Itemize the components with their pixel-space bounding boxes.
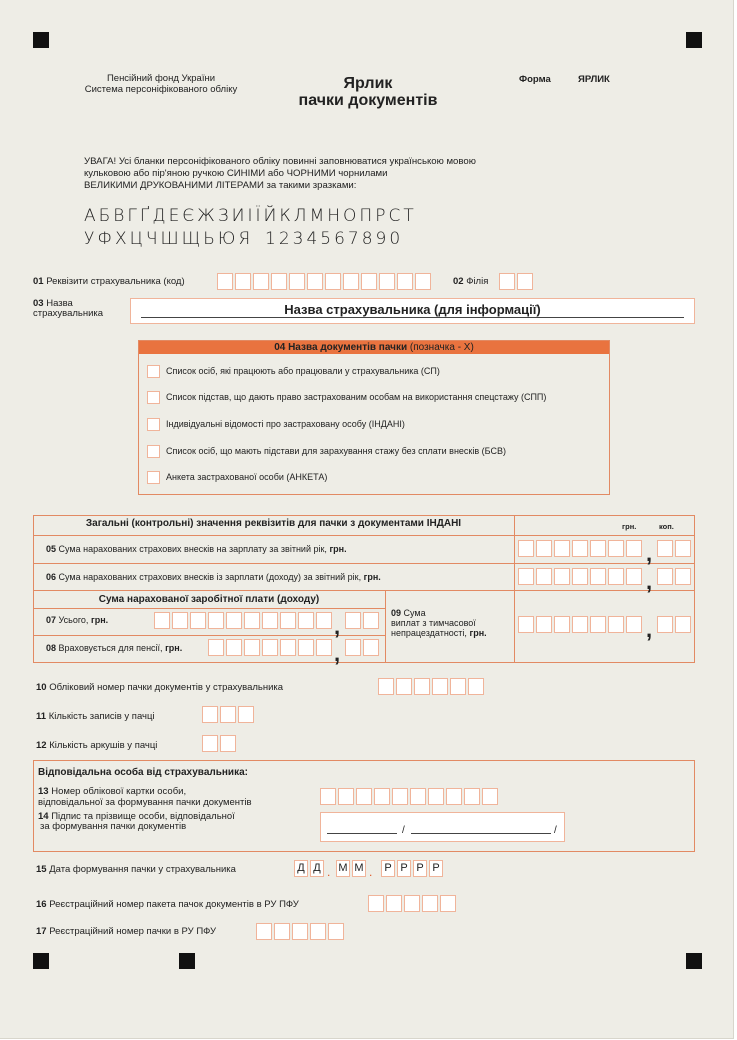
date-day-cell[interactable]: Д (294, 860, 308, 877)
field-number: 01 (33, 276, 44, 287)
input-cell[interactable] (262, 612, 278, 629)
input-cell[interactable] (310, 923, 326, 940)
input-cell[interactable] (235, 273, 251, 290)
date-year-cell[interactable]: Р (429, 860, 443, 877)
input-cell[interactable] (536, 568, 552, 585)
input-cell[interactable] (292, 923, 308, 940)
date-separator: . (369, 865, 373, 879)
table-divider (514, 515, 515, 663)
input-cell[interactable] (499, 273, 515, 290)
field-label: Дата формування пачки у страхувальника (49, 864, 236, 875)
input-cell[interactable] (374, 788, 390, 805)
col-header-kop: коп. (659, 522, 674, 531)
input-cell[interactable] (328, 923, 344, 940)
input-cell[interactable] (271, 273, 287, 290)
field-number: 17 (36, 926, 47, 937)
field-label: непрацездатності, (391, 628, 467, 638)
field-16-label (36, 899, 299, 910)
registration-mark (33, 953, 49, 969)
doc-type-label-indani: Індивідуальні відомості про застраховану особу (ІНДАНІ) (166, 419, 405, 429)
input-cell[interactable] (554, 568, 570, 585)
input-cell[interactable] (482, 788, 498, 805)
field-label: Кількість аркушів у пачці (49, 740, 158, 751)
decimal-comma: , (646, 569, 653, 594)
registration-mark (686, 953, 702, 969)
input-cell[interactable] (386, 895, 402, 912)
field-label: Усього, (58, 615, 89, 625)
input-cell[interactable] (608, 540, 624, 557)
input-cell[interactable] (217, 273, 233, 290)
input-cell[interactable] (343, 273, 359, 290)
input-cell[interactable] (590, 616, 606, 633)
decimal-comma: , (646, 617, 653, 642)
input-cell[interactable] (298, 612, 314, 629)
input-cell[interactable] (262, 639, 278, 656)
input-cell[interactable] (363, 639, 379, 656)
input-cell[interactable] (244, 612, 260, 629)
registration-mark (33, 32, 49, 48)
input-cell[interactable] (298, 639, 314, 656)
insurer-name-input[interactable] (130, 298, 695, 324)
table-divider (33, 608, 385, 609)
input-cell[interactable] (608, 616, 624, 633)
row-07-kop-input[interactable] (345, 612, 379, 629)
field-14-label (38, 812, 235, 832)
checkbox-indani[interactable] (147, 418, 160, 431)
field-label: Номер облікової картки особи, (51, 786, 187, 797)
field-label: Філія (466, 276, 489, 287)
input-cell[interactable] (675, 568, 691, 585)
input-cell[interactable] (208, 639, 224, 656)
field-label: Враховується для пенсії, (58, 643, 163, 653)
field-number: 15 (36, 864, 47, 875)
input-cell[interactable] (397, 273, 413, 290)
field-label: Підпис та прізвище особи, відповідальної (51, 811, 235, 822)
input-cell[interactable] (363, 612, 379, 629)
input-cell[interactable] (675, 616, 691, 633)
input-cell[interactable] (154, 612, 170, 629)
sheets-count-input[interactable] (202, 735, 236, 752)
input-cell[interactable] (220, 735, 236, 752)
row-08-grn-input[interactable] (208, 639, 332, 656)
insurer-name-value: Назва страхувальника (для інформації) (284, 302, 541, 317)
unit-label: грн. (363, 572, 381, 582)
input-cell[interactable] (518, 568, 534, 585)
notice-line-3: ВЕЛИКИМИ ДРУКОВАНИМИ ЛІТЕРАМИ за такими зразками: (84, 180, 357, 191)
input-cell[interactable] (345, 639, 361, 656)
input-cell[interactable] (256, 923, 272, 940)
input-cell[interactable] (404, 895, 420, 912)
field-label: Назва (46, 298, 73, 309)
input-cell[interactable] (307, 273, 323, 290)
sample-letters-row2: УФХЦЧШЩЬЮЯ (84, 229, 254, 249)
input-cell[interactable] (316, 612, 332, 629)
input-cell[interactable] (379, 273, 395, 290)
input-cell[interactable] (468, 678, 484, 695)
title-line-2: пачки документів (298, 92, 438, 109)
slash-separator: / (554, 825, 557, 836)
input-cell[interactable] (414, 678, 430, 695)
input-cell[interactable] (626, 540, 642, 557)
form-label: Форма (519, 74, 551, 85)
doc-types-panel (138, 340, 610, 495)
row-09-grn-input[interactable] (518, 616, 642, 633)
input-cell[interactable] (518, 616, 534, 633)
doc-types-title: 04 Назва документів пачки (274, 342, 408, 353)
input-cell[interactable] (220, 706, 236, 723)
field-label: виплат з тимчасової (391, 618, 476, 628)
doc-type-label-bsv: Список осіб, що мають підстави для зарахування стажу без сплати внесків (БСВ) (166, 446, 506, 456)
input-cell[interactable] (572, 616, 588, 633)
input-cell[interactable] (316, 639, 332, 656)
registration-mark (179, 953, 195, 969)
checkbox-anketa[interactable] (147, 471, 160, 484)
row-06-grn-input[interactable] (518, 568, 642, 585)
pack-reg-number-input[interactable] (256, 923, 344, 940)
input-cell[interactable] (396, 678, 412, 695)
row-08-label (46, 643, 182, 653)
table-divider (33, 563, 695, 564)
field-13-label (38, 786, 252, 808)
input-cell[interactable] (440, 895, 456, 912)
signature-input[interactable] (320, 812, 565, 842)
input-cell[interactable] (415, 273, 431, 290)
field-label: страхувальника (33, 308, 104, 319)
field-number: 09 (391, 608, 402, 618)
doc-types-header (139, 341, 609, 354)
date-month-cell[interactable]: М (352, 860, 366, 877)
input-cell[interactable] (572, 540, 588, 557)
input-cell[interactable] (554, 616, 570, 633)
notice-text (84, 156, 476, 192)
field-number: 07 (46, 615, 57, 625)
checkbox-bsv[interactable] (147, 445, 160, 458)
salary-title: Сума нарахованої заробітної плати (доходу) (98, 594, 320, 605)
field-17-label (36, 926, 216, 937)
records-count-input[interactable] (202, 706, 254, 723)
field-label: Реквізити страхувальника (код) (46, 276, 185, 287)
org-name: Пенсійний фонд України (106, 73, 216, 84)
date-day-cell[interactable]: Д (310, 860, 324, 877)
field-label: Сума нарахованих страхових внесків із зарплати (доходу) за звітний рік, (58, 572, 362, 582)
row-06-kop-input[interactable] (657, 568, 691, 585)
field-number: 08 (46, 643, 57, 653)
input-cell[interactable] (280, 612, 296, 629)
field-label: Реєстраційний номер пачки в РУ ПФУ (49, 926, 216, 937)
date-year-cell[interactable]: Р (381, 860, 395, 877)
input-cell[interactable] (446, 788, 462, 805)
input-cell[interactable] (238, 706, 254, 723)
input-cell[interactable] (320, 788, 336, 805)
decimal-comma: , (334, 641, 341, 666)
input-cell[interactable] (572, 568, 588, 585)
field-03-label (33, 299, 103, 319)
decimal-comma: , (334, 614, 341, 639)
form-code: ЯРЛИК (578, 74, 610, 85)
input-cell[interactable] (450, 678, 466, 695)
table-divider (33, 590, 695, 591)
row-07-label (46, 615, 108, 625)
field-number: 13 (38, 786, 49, 797)
checkbox-spp[interactable] (147, 391, 160, 404)
input-cell[interactable] (226, 612, 242, 629)
input-cell[interactable] (536, 540, 552, 557)
field-number: 03 (33, 298, 44, 309)
doc-type-label-anketa: Анкета застрахованої особи (АНКЕТА) (166, 472, 328, 482)
table-divider (385, 590, 386, 663)
input-cell[interactable] (289, 273, 305, 290)
input-cell[interactable] (244, 639, 260, 656)
registration-mark (686, 32, 702, 48)
input-cell[interactable] (253, 273, 269, 290)
input-cell[interactable] (590, 540, 606, 557)
field-01-label (33, 276, 185, 287)
doc-types-note: (позначка - Х) (409, 342, 474, 353)
input-cell[interactable] (208, 612, 224, 629)
unit-label: грн. (90, 615, 109, 625)
row-08-kop-input[interactable] (345, 639, 379, 656)
input-cell[interactable] (675, 540, 691, 557)
input-cell[interactable] (392, 788, 408, 805)
date-input[interactable] (294, 860, 454, 880)
input-cell[interactable] (422, 895, 438, 912)
pack-number-input[interactable] (378, 678, 484, 695)
decimal-comma: , (646, 541, 653, 566)
responsible-card-number-input[interactable] (320, 788, 498, 805)
input-cell[interactable] (356, 788, 372, 805)
field-number: 06 (46, 572, 57, 582)
input-cell[interactable] (590, 568, 606, 585)
insurer-code-input[interactable] (217, 273, 431, 290)
input-cell[interactable] (280, 639, 296, 656)
input-cell[interactable] (345, 612, 361, 629)
title-line-1: Ярлик (343, 75, 393, 92)
row-05-kop-input[interactable] (657, 540, 691, 557)
field-label: Обліковий номер пачки документів у страхувальника (49, 682, 284, 693)
totals-title: Загальні (контрольні) значення реквізитів для пачки з документами ІНДАНІ (85, 518, 462, 529)
field-number: 05 (46, 544, 57, 554)
package-reg-number-input[interactable] (368, 895, 456, 912)
notice-line-2: кульковою або пір'яною ручкою СИНІМИ або ЧОРНИМИ чорнилами (84, 168, 388, 179)
field-02-label (453, 276, 488, 287)
input-cell[interactable] (464, 788, 480, 805)
page-title (268, 75, 468, 109)
doc-type-label-sp: Список осіб, які працюють або працювали у страхувальника (СП) (166, 366, 440, 376)
input-cell[interactable] (432, 678, 448, 695)
input-cell[interactable] (428, 788, 444, 805)
input-cell[interactable] (608, 568, 624, 585)
input-cell[interactable] (325, 273, 341, 290)
sample-digits: 1234567890 (265, 229, 404, 249)
table-divider (33, 635, 385, 636)
field-number: 16 (36, 899, 47, 910)
responsible-title: Відповідальна особа від страхувальника: (38, 767, 248, 778)
date-year-cell[interactable]: Р (397, 860, 411, 877)
input-cell[interactable] (378, 678, 394, 695)
input-cell[interactable] (190, 612, 206, 629)
input-cell[interactable] (410, 788, 426, 805)
input-cell[interactable] (554, 540, 570, 557)
checkbox-sp[interactable] (147, 365, 160, 378)
date-month-cell[interactable]: М (336, 860, 350, 877)
field-10-label (36, 682, 283, 693)
field-11-label (36, 711, 155, 722)
input-cell[interactable] (202, 735, 218, 752)
row-05-label (46, 544, 347, 554)
input-cell[interactable] (202, 706, 218, 723)
input-cell[interactable] (361, 273, 377, 290)
field-number: 12 (36, 740, 47, 751)
field-label: відповідальної за формування пачки документів (38, 797, 252, 808)
input-cell[interactable] (657, 568, 673, 585)
notice-line-1: УВАГА! Усі бланки персоніфікованого обліку повинні заповнюватися українською мовою (84, 156, 476, 167)
input-cell[interactable] (368, 895, 384, 912)
input-cell[interactable] (626, 616, 642, 633)
input-cell[interactable] (536, 616, 552, 633)
row-09-kop-input[interactable] (657, 616, 691, 633)
input-cell[interactable] (626, 568, 642, 585)
row-07-grn-input[interactable] (154, 612, 332, 629)
system-name: Система персоніфікованого обліку (84, 84, 238, 95)
input-cell[interactable] (226, 639, 242, 656)
input-cell[interactable] (172, 612, 188, 629)
field-label: за формування пачки документів (40, 821, 187, 832)
input-cell[interactable] (338, 788, 354, 805)
input-cell[interactable] (657, 540, 673, 557)
unit-label: грн. (165, 643, 183, 653)
field-15-label (36, 864, 236, 875)
unit-label: грн. (469, 628, 487, 638)
field-number: 14 (38, 811, 49, 822)
date-separator: . (327, 865, 331, 879)
field-number: 11 (36, 711, 47, 722)
field-label: Сума (403, 608, 426, 618)
field-number: 02 (453, 276, 464, 287)
doc-type-label-spp: Список підстав, що дають право застрахованим особам на використання спецстажу (СПП) (166, 392, 547, 402)
input-cell[interactable] (274, 923, 290, 940)
table-divider (33, 535, 695, 536)
slash-separator: / (402, 825, 405, 836)
branch-input[interactable] (499, 273, 533, 290)
field-12-label (36, 740, 157, 751)
input-cell[interactable] (657, 616, 673, 633)
input-cell[interactable] (518, 540, 534, 557)
sample-letters-row1: АБВГҐДЕЄЖЗИІЇЙКЛМНОПРСТ (84, 206, 417, 226)
field-label: Реєстраційний номер пакета пачок документів в РУ ПФУ (49, 899, 299, 910)
date-year-cell[interactable]: Р (413, 860, 427, 877)
row-05-grn-input[interactable] (518, 540, 642, 557)
input-cell[interactable] (517, 273, 533, 290)
org-header (66, 73, 256, 95)
unit-label: грн. (329, 544, 347, 554)
row-06-label (46, 572, 381, 582)
col-header-grn: грн. (622, 522, 637, 531)
row-09-label (391, 608, 487, 638)
field-label: Сума нарахованих страхових внесків на зарплату за звітний рік, (58, 544, 327, 554)
field-label: Кількість записів у пачці (48, 711, 155, 722)
field-number: 10 (36, 682, 47, 693)
